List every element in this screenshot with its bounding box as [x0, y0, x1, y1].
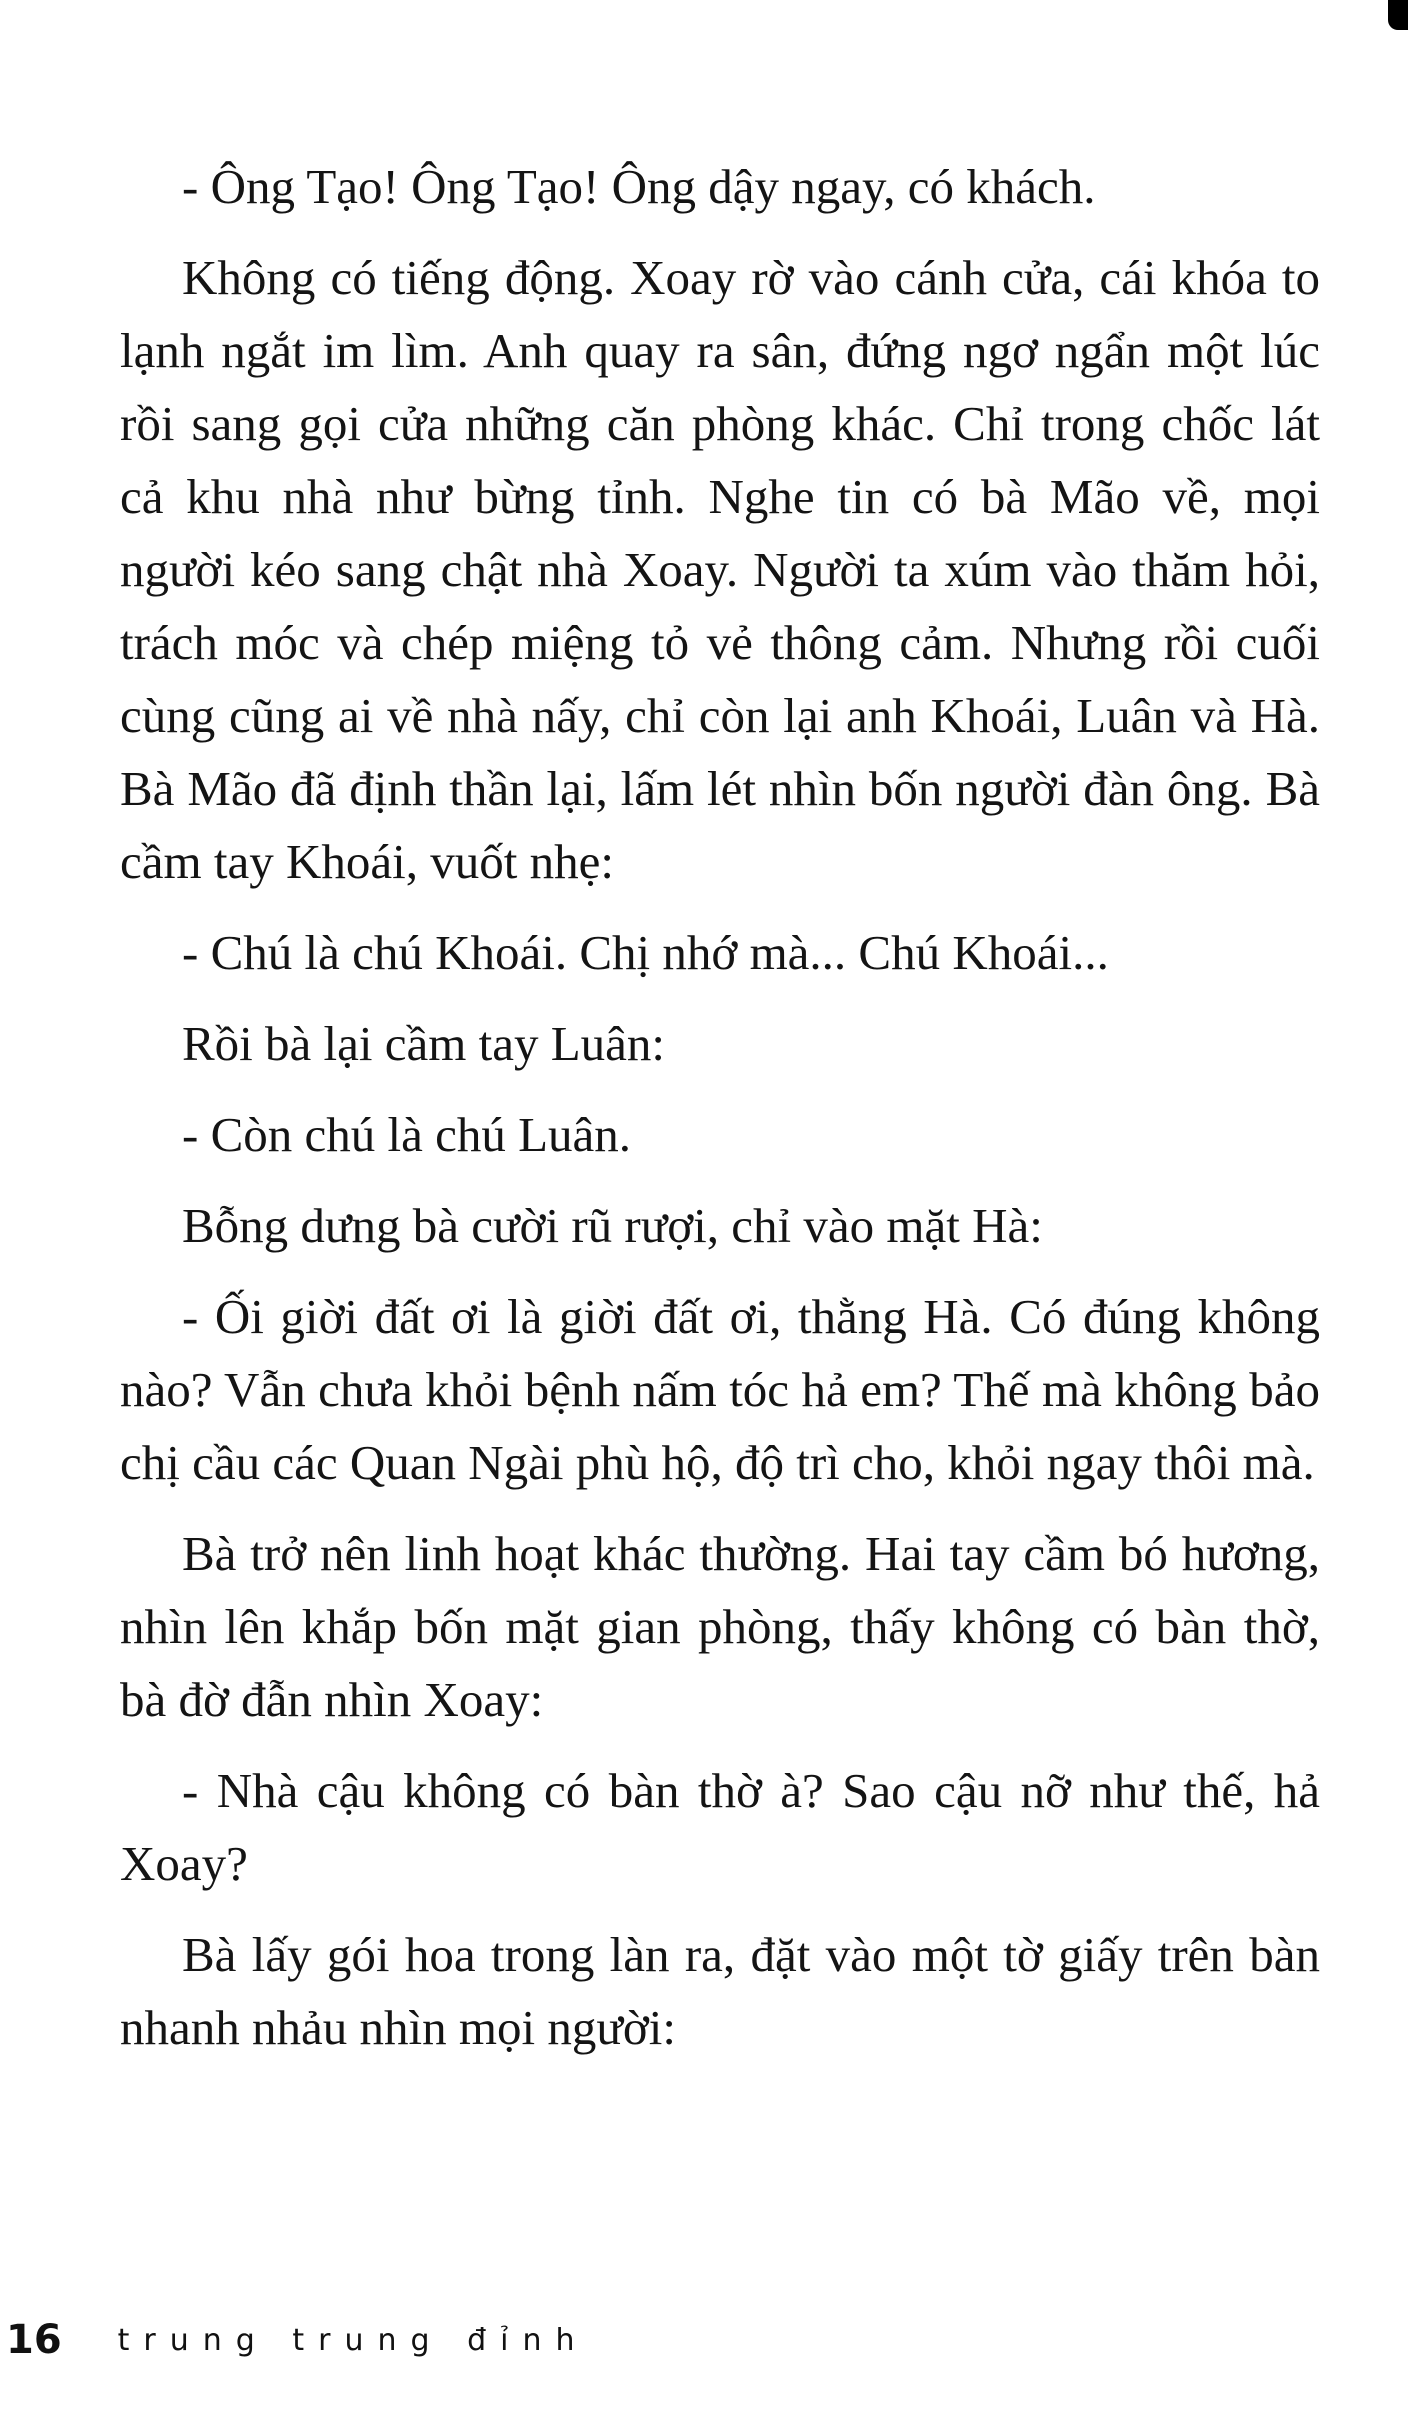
paragraph-5: - Còn chú là chú Luân.	[182, 1107, 632, 1162]
paragraph-9: - Nhà cậu không có bàn thờ à? Sao cậu nỡ như thế, hả Xoay?	[120, 1763, 1320, 1891]
paragraph-4: Rồi bà lại cầm tay Luân:	[182, 1016, 666, 1071]
running-title: trung trung đỉnh	[117, 2322, 589, 2358]
paragraph-10: Bà lấy gói hoa trong làn ra, đặt vào một tờ giấy trên bàn nhanh nhảu nhìn mọi người:	[120, 1927, 1320, 2055]
paragraph-3: - Chú là chú Khoái. Chị nhớ mà... Chú Khoái...	[182, 925, 1109, 980]
paragraph-8: Bà trở nên linh hoạt khác thường. Hai tay cầm bó hương, nhìn lên khắp bốn mặt gian phòng, thấy không có bàn thờ, bà đờ đẫn nhìn Xoay:	[120, 1526, 1320, 1727]
paragraph-1: - Ông Tạo! Ông Tạo! Ông dậy ngay, có khách.	[182, 159, 1096, 214]
paragraph-2: Không có tiếng động. Xoay rờ vào cánh cửa, cái khóa to lạnh ngắt im lìm. Anh quay ra sân, đứng ngơ ngẩn một lúc rồi sang gọi cửa những căn phòng khác. Chỉ trong chốc lát cả khu nhà như bừng tỉnh. Nghe tin có bà Mão về, mọi người kéo sang chật nhà Xoay. Người ta xúm vào thăm hỏi, trách móc và chép miệng tỏ vẻ thông cảm. Nhưng rồi cuối cùng cũng ai về nhà nấy, chỉ còn lại anh Khoái, Luân và Hà. Bà Mão đã định thần lại, lấm lét nhìn bốn người đàn ông. Bà cầm tay Khoái, vuốt nhẹ:	[120, 250, 1320, 889]
page-number: 16	[6, 2317, 62, 2363]
paragraph-6: Bỗng dưng bà cười rũ rượi, chỉ vào mặt Hà:	[182, 1198, 1043, 1253]
page-body	[120, 150, 1320, 2082]
paragraph-7: - Ối giời đất ơi là giời đất ơi, thằng Hà. Có đúng không nào? Vẫn chưa khỏi bệnh nấm tóc hả em? Thế mà không bảo chị cầu các Quan Ngài phù hộ, độ trì cho, khỏi ngay thôi mà.	[120, 1289, 1320, 1490]
page-footer	[6, 2310, 588, 2370]
corner-scan-mark	[1388, 0, 1408, 30]
